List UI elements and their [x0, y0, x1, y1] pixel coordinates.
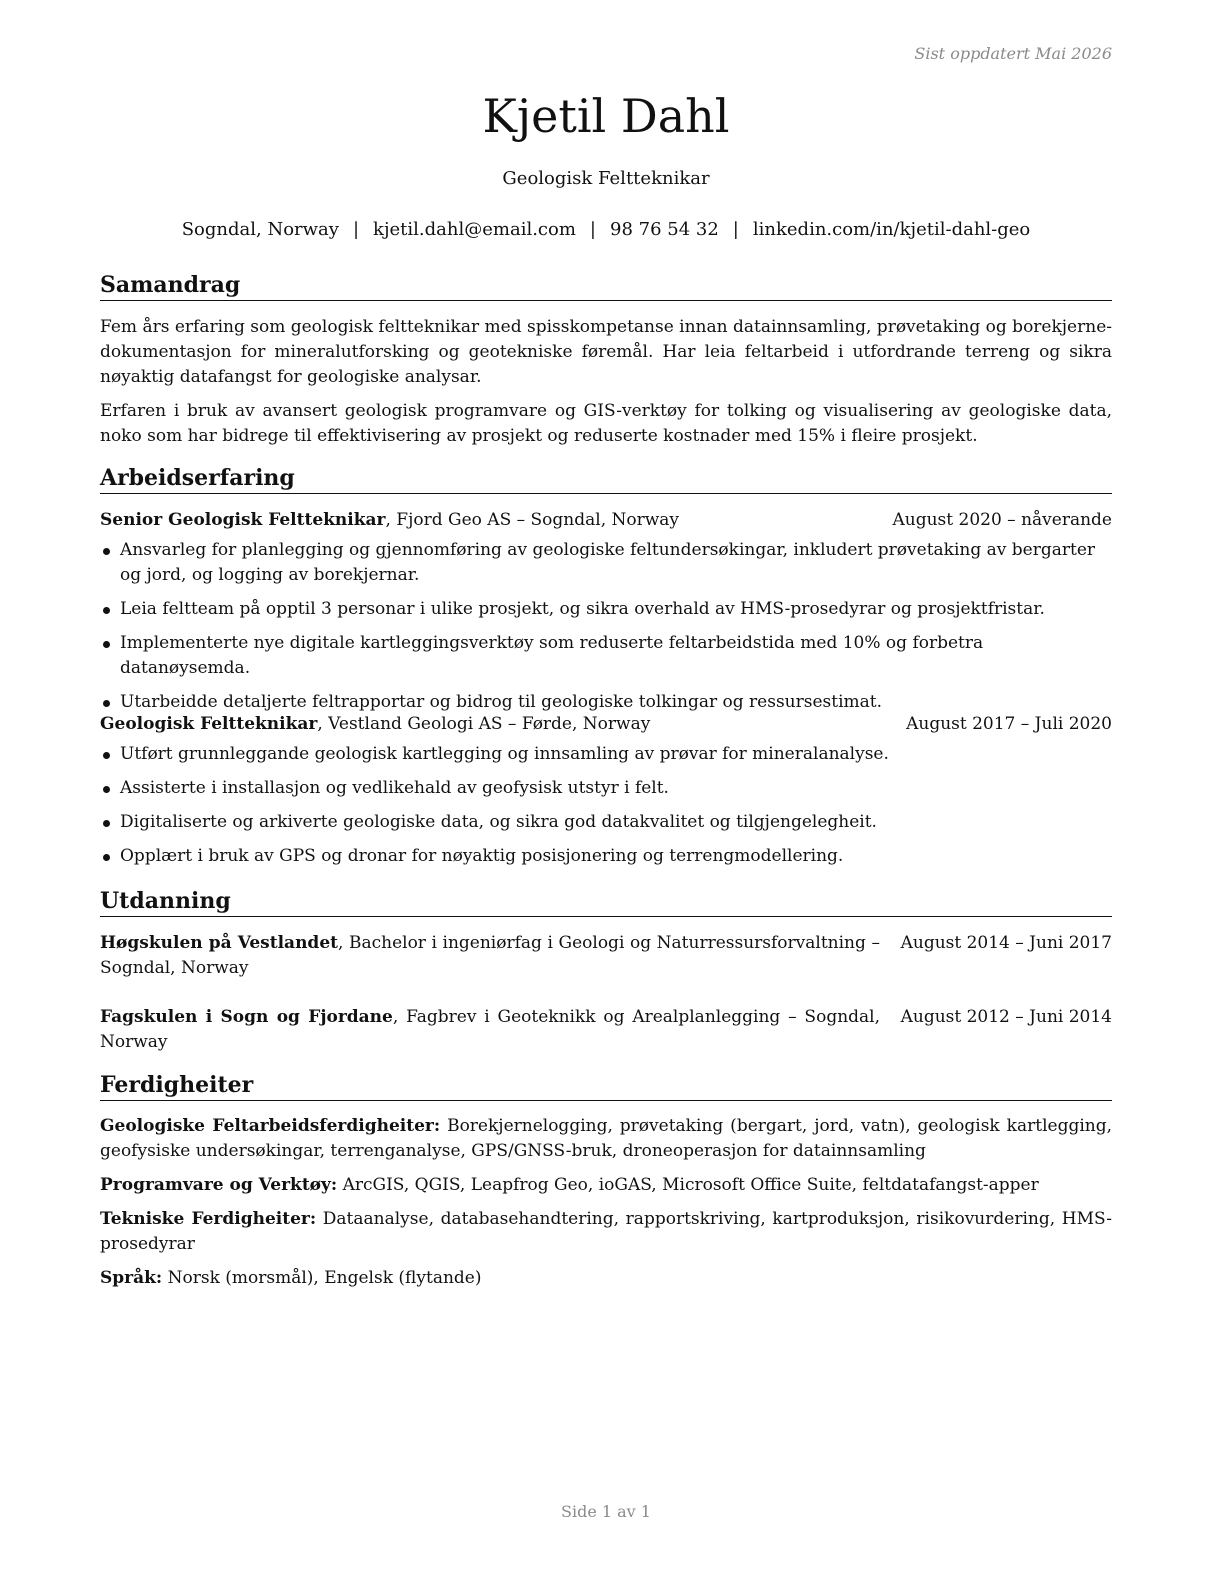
- skill-row: [100, 1266, 1112, 1291]
- summary-paragraph: Erfaren i bruk av avansert geologisk programvare og GIS-verktøy for tolking og visualisering av geologiske data, noko som har bidrege til effektivisering av prosjekt og reduserte kostnader med 15% i fleire prosjekt.: [100, 401, 1112, 446]
- education-details: , Fagbrev i Geoteknikk og Arealplanlegging – Sogndal, Norway: [100, 1007, 881, 1052]
- education-item: [100, 931, 1112, 981]
- section-title-experience: Arbeidserfaring: [100, 464, 1112, 494]
- contact-email[interactable]: kjetil.dahl@email.com: [373, 219, 576, 240]
- skill-row: [100, 1207, 1112, 1257]
- skill-row: [100, 1173, 1112, 1198]
- education-details: , Bachelor i ingeniørfag i Geologi og Naturressursforvaltning – Sogndal, Norway: [100, 933, 880, 978]
- job-org: , Vestland Geologi AS – Førde, Norway: [317, 714, 651, 734]
- job-bullet: Digitaliserte og arkiverte geologiske data, og sikra god datakvalitet og tilgjengelegheit.: [100, 810, 1112, 835]
- job-header: [100, 508, 1112, 533]
- job-dates: August 2017 – Juli 2020: [906, 714, 1112, 734]
- education-school: Fagskulen i Sogn og Fjordane: [100, 1007, 393, 1027]
- skill-text: Norsk (morsmål), Engelsk (flytande): [162, 1268, 482, 1288]
- job-bullets: [100, 538, 1112, 724]
- education-description: [100, 931, 880, 981]
- resume-page: [100, 0, 1112, 1584]
- job-title-line: [100, 712, 650, 737]
- skill-label: Tekniske Ferdigheiter:: [100, 1209, 317, 1229]
- job-bullet: Utført grunnleggande geologisk kartlegging og innsamling av prøvar for mineralanalyse.: [100, 742, 1112, 767]
- job-bullet: Ansvarleg for planlegging og gjennomføring av geologiske feltundersøkingar, inkludert prøvetaking av bergarter og jord, og logging av borekjernar.: [100, 538, 1112, 588]
- skill-text: Borekjernelogging, prøvetaking (bergart, jord, vatn), geologisk kartlegging, geofysiske undersøkingar, terrenganalyse, GPS/GNSS-bruk, droneoperasjon for datainnsamling: [100, 1116, 1112, 1161]
- section-title-skills: Ferdigheiter: [100, 1071, 1112, 1101]
- job-dates: August 2020 – nåverande: [892, 510, 1112, 530]
- skill-label: Programvare og Verktøy:: [100, 1175, 338, 1195]
- job-bullet: Implementerte nye digitale kartleggingsverktøy som reduserte feltarbeidstida med 10% og forbetra datanøysemda.: [100, 631, 1112, 681]
- contact-separator: |: [589, 219, 596, 240]
- job-bullets: [100, 742, 1112, 878]
- contact-line: [100, 219, 1112, 240]
- job-bullet: Opplært i bruk av GPS og dronar for nøyaktig posisjonering og terrengmodellering.: [100, 844, 1112, 869]
- job-role: Geologisk Feltteknikar: [100, 714, 318, 734]
- summary-paragraph: Fem års erfaring som geologisk feltteknikar med spisskompetanse innan datainnsamling, prøvetaking og borekjerne-dokumentasjon for mineralutforsking og geotekniske føremål. Har leia feltarbeid i utfordrande terreng og sikra nøyaktig datafangst for geologiske analysar.: [100, 317, 1112, 387]
- contact-separator: |: [352, 219, 360, 240]
- job-role: Senior Geologisk Feltteknikar: [100, 510, 386, 530]
- contact-location: Sogndal, Norway: [181, 219, 339, 240]
- education-description: [100, 1005, 880, 1055]
- contact-phone: 98 76 54 32: [610, 219, 719, 240]
- skill-text: Dataanalyse, databasehandtering, rapportskriving, kartproduksjon, risikovurdering, HMS-prosedyrar: [100, 1209, 1113, 1254]
- last-updated: Sist oppdatert Mai 2026: [914, 44, 1112, 63]
- job-bullet: Assisterte i installasjon og vedlikehald av geofysisk utstyr i felt.: [100, 776, 1112, 801]
- skill-label: Geologiske Feltarbeidsferdigheiter:: [100, 1116, 441, 1136]
- education-item: [100, 1005, 1112, 1055]
- page-number: Side 1 av 1: [561, 1502, 651, 1521]
- job-headline: Geologisk Feltteknikar: [502, 168, 710, 189]
- section-title-summary: Samandrag: [100, 271, 1112, 301]
- candidate-name: Kjetil Dahl: [482, 89, 730, 143]
- contact-linkedin[interactable]: linkedin.com/in/kjetil-dahl-geo: [752, 219, 1031, 240]
- job-title-line: [100, 508, 679, 533]
- job-bullet: Utarbeidde detaljerte feltrapportar og bidrog til geologiske tolkingar og ressursestimat.: [100, 690, 1112, 715]
- education-dates: August 2012 – Juni 2014: [900, 1007, 1112, 1027]
- education-school: Høgskulen på Vestlandet: [100, 933, 338, 953]
- skill-label: Språk:: [100, 1268, 163, 1288]
- job-header: [100, 712, 1112, 737]
- education-dates: August 2014 – Juni 2017: [900, 933, 1112, 953]
- job-bullet: Leia feltteam på opptil 3 personar i ulike prosjekt, og sikra overhald av HMS-prosedyrar og prosjektfristar.: [100, 597, 1112, 622]
- section-title-education: Utdanning: [100, 887, 1112, 917]
- skill-text: ArcGIS, QGIS, Leapfrog Geo, ioGAS, Microsoft Office Suite, feltdatafangst-apper: [337, 1175, 1039, 1195]
- contact-separator: |: [732, 219, 739, 240]
- job-org: , Fjord Geo AS – Sogndal, Norway: [385, 510, 680, 530]
- skill-row: [100, 1114, 1112, 1164]
